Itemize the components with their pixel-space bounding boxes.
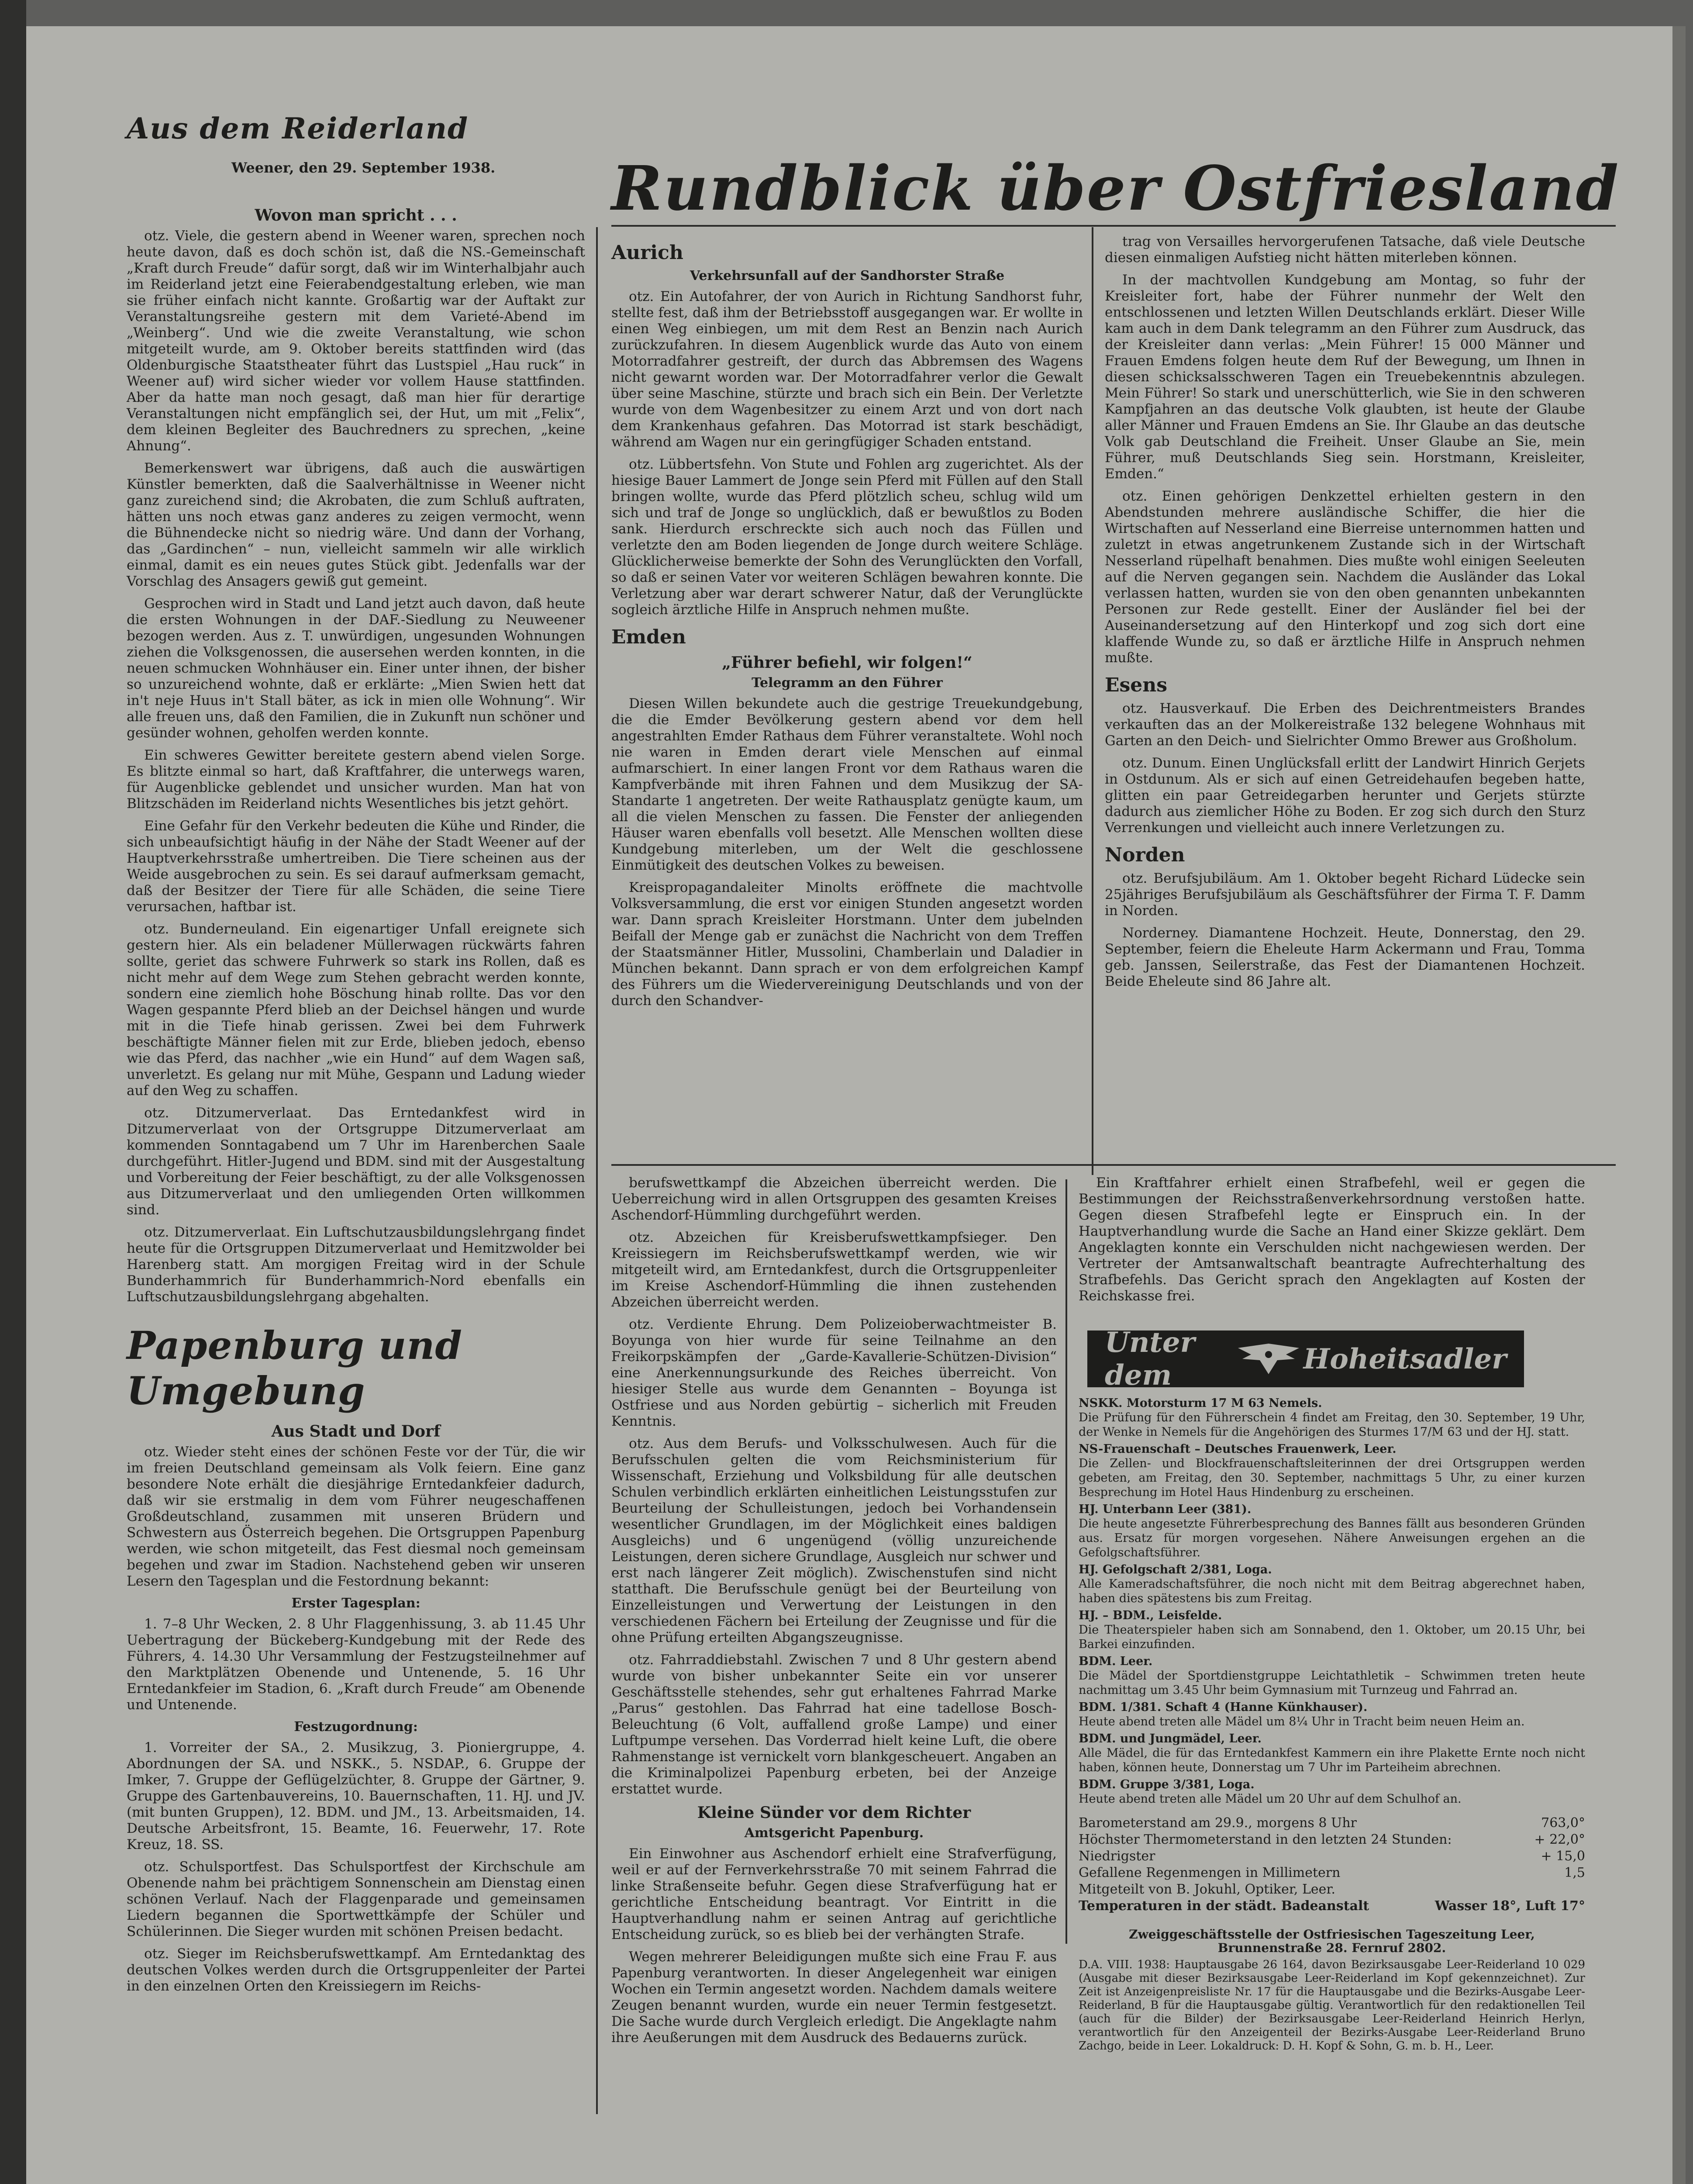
article-subhead-small: Amtsgericht Papenburg.	[744, 1825, 924, 1841]
weather-label: Barometerstand am 29.9., morgens 8 Uhr	[1079, 1815, 1357, 1831]
weather-value: Wasser 18°, Luft 17°	[1434, 1898, 1585, 1914]
horizontal-rule	[611, 225, 1616, 227]
weather-row	[1079, 1881, 1585, 1898]
article-paragraph: otz. Dunum. Einen Unglücksfall erlitt der Landwirt Hinrich Gerjets in Ostdunum. Als er sich auf einen Getreidehaufen begeben hatte, glitten ein paar Getreidegarben herunter und Gerjets stürzte dadurch aus ziemlicher Höhe zu Boden. Er zog sich durch den Sturz Verrenkungen und vielleicht auch innere Verletzungen zu.	[1105, 755, 1585, 836]
article-paragraph: berufswettkampf die Abzeichen überreicht werden. Die Ueberreichung wird in allen Ortsgruppen des gesamten Kreises Aschendorf-Hümmling durchgeführt werden.	[611, 1175, 1057, 1223]
column-emden-esens-norden	[1105, 234, 1585, 1160]
article-paragraph: otz. Hausverkauf. Die Erben des Deichrentmeisters Brandes verkauften das an der Molkereistraße 132 belegene Wohnhaus mit Garten an den Deich- und Sielrichter Ommo Brewer aus Großholum.	[1105, 701, 1585, 749]
weather-label: Temperaturen in der städt. Badeanstalt	[1079, 1898, 1369, 1914]
section-title-papenburg: Papenburg und Umgebung	[127, 1323, 462, 1413]
newspaper-page	[26, 26, 1686, 2184]
weather-value: + 22,0°	[1534, 1832, 1585, 1847]
article-heading: Wovon man spricht . . .	[255, 206, 457, 225]
notice-item	[1079, 1562, 1585, 1606]
notice-item	[1079, 1654, 1585, 1697]
article-paragraph: otz. Verdiente Ehrung. Dem Polizeioberwachtmeister B. Boyunga von hier wurde für seine Teilnahme an den Freikorpskämpfen der „Garde-Kavallerie-Schützen-Division“ eine Anerkennungsurkunde des Reiches überreicht. Von hiesiger Stelle aus wurde dem Genannten – Boyunga ist Ostfriese und aus Norden gebürtig – sicherlich mit Freuden Kenntnis.	[611, 1317, 1057, 1429]
notice-item	[1079, 1731, 1585, 1775]
article-paragraph: Norderney. Diamantene Hochzeit. Heute, Donnerstag, den 29. September, feiern die Eheleute Harm Ackermann und Frau, Tomma geb. Janssen, Seilerstraße, das Fest der Diamantenen Hochzeit. Beide Eheleute sind 86 Jahre alt.	[1105, 925, 1585, 989]
main-title: Rundblick über Ostfriesland	[611, 153, 1620, 225]
article-paragraph: otz. Aus dem Berufs- und Volksschulwesen. Auch für die Berufsschulen gelten die vom Reichsministerium für Wissenschaft, Erziehung und Volksbildung für alle deutschen Schulen verbindlich erklärten einheitlichen Leistungsstufen zur Beurteilung der Schulleistungen, jedoch bei Vorhandensein wesentlicher Grundlagen, im der Möglichkeit eines baldigen Ausgleichs) und 6 ungenügend (völlig unzureichende Leistungen, deren sichere Grundlage, Ausgleich nur schwer und erst nach längerer Zeit möglich). Zwischenstufen sind nicht statthaft. Die Berufsschule genügt bei der Beurteilung von Einzelleistungen und Verwertung der Leistungen in den verschiedenen Fächern bei Erteilung der Zeugnisse und für die ohne Prüfung erteilten Abgangszeugnisse.	[611, 1436, 1057, 1645]
article-paragraph: otz. Einen gehörigen Denkzettel erhielten gestern in den Abendstunden mehrere ausländische Schiffer, die hier die Wirtschaften auf Nesserland eine Bierreise unternommen hatten und zuletzt in etwas angetrunkenem Zustande sich in der Wirtschaft Nesserland rüpelhaft benahmen. Dies mußte wohl einigen Seeleuten auf die Nerven gegangen sein. Nachdem die Ausländer das Lokal verlassen hatten, wurden sie von den oben genannten unbekannten Personen zur Rede gestellt. Einer der Ausländer fiel bei der Auseinandersetzung auf den Hinterkopf und zog sich dort eine klaffende Wunde zu, so daß er ärztliche Hilfe in Anspruch nehmen mußte.	[1105, 488, 1585, 666]
notice-title: HJ. Unterbann Leer (381).	[1079, 1503, 1252, 1516]
article-paragraph: In der machtvollen Kundgebung am Montag, so fuhr der Kreisleiter fort, habe der Führer nunmehr der Welt den entschlossenen und letzten Willen Deutschlands erklärt. Dieser Wille kam auch in dem Dank telegramm an den Führer zum Ausdruck, das der Kreisleiter dann verlas: „Mein Führer! 15 000 Männer und Frauen Emdens folgen heute dem Ruf der Bewegung, um Ihnen in diesen schicksalsschweren Tagen ein Treuebekenntnis abzulegen. Mein Führer! So stark und unerschütterlich, wie Sie in den schweren Kampfjahren an das deutsche Volk glaubten, ist heute der Glaube aller Männer und Frauen Emdens an Sie. Ihr Glaube an das deutsche Volk gab Deutschland die Freiheit. Unser Glaube an Sie, mein Führer, muß Deutschlands Sieg sein. Horstmann, Kreisleiter, Emden.“	[1105, 272, 1585, 482]
article-heading: Kleine Sünder vor dem Richter	[697, 1804, 971, 1822]
dateline: Weener, den 29. September 1938.	[231, 159, 496, 176]
article-paragraph: otz. Sieger im Reichsberufswettkampf. Am Erntedanktag des deutschen Volkes werden durch die Ortsgruppenleiter der Partei in den einzelnen Orten den Kreissiegern im Reichs-	[127, 1946, 585, 1994]
article-paragraph: otz. Wieder steht eines der schönen Feste vor der Tür, die wir im freien Deutschland gemeinsam als Volk feiern. Eine ganz besondere Note erhält die diesjährige Erntedankfeier dadurch, daß wir sie erstmalig in dem vom Führer neugeschaffenen Großdeutschland, zusammen mit unseren Brüdern und Schwestern aus Österreich begehen. Die Ortsgruppen Papenburg werden, wie schon mitgeteilt, das Fest diesmal noch gemeinsam begehen und zwar im Stadion. Nachstehend geben wir unseren Lesern den Tagesplan und die Festordnung bekannt:	[127, 1444, 585, 1589]
article-paragraph: otz. Berufsjubiläum. Am 1. Oktober begeht Richard Lüdecke sein 25jähriges Berufsjubiläum als Geschäftsführer der Firma T. F. Damm in Norden.	[1105, 871, 1585, 919]
article-paragraph: Bemerkenswert war übrigens, daß auch die auswärtigen Künstler bemerkten, daß die Saalverhältnisse in Weener nicht ganz zureichend sind; die Akrobaten, die zum Schluß auftraten, hätten uns noch etwas ganz anderes zu zeigen vermocht, wenn die Bühnendecke nicht so niedrig wäre. Und dann der Vorhang, das „Gardinchen“ – nun, vielleicht sammeln wir alle wirklich einmal, damit es ein neues gutes Stück gibt. Jedenfalls war der Vorschlag des Ansagers gewiß gut gemeint.	[127, 460, 585, 589]
weather-label: Höchster Thermometerstand in den letzten 24 Stunden:	[1079, 1832, 1452, 1847]
article-paragraph: Gesprochen wird in Stadt und Land jetzt auch davon, daß heute die ersten Wohnungen in der DAF.-Siedlung zu Neuweener bezogen werden. Aus z. T. unwürdigen, ungesunden Wohnungen ziehen die Volksgenossen, die ausersehen werden konnten, in die neuen schmucken Wohnhäuser ein. Einer unter ihnen, der bisher so unzureichend wohnte, daß er erklärte: „Mien Swien hett dat in't neje Huus in't Stall bäter, as ick in mien olle Wohnung“. Wir alle freuen uns, daß den Familien, die in Zukunft nun schöner und gesünder wohnen, geholfen werden konnte.	[127, 596, 585, 741]
column-reiderland	[127, 201, 585, 2114]
article-paragraph: otz. Bunderneuland. Ein eigenartiger Unfall ereignete sich gestern hier. Als ein beladener Müllerwagen rückwärts fahren sollte, geriet das schwere Fuhrwerk so stark ins Rollen, daß es nicht mehr auf dem Wege zum Stehen gebracht werden konnte, sondern eine ziemlich hohe Böschung hinab rollte. Das vor den Wagen gespannte Pferd blieb an der Deichsel hängen und wurde mit in die Tiefe hinab gerissen. Zwei bei dem Fuhrwerk beschäftigte Männer fielen mit zur Erde, blieben jedoch, ebenso wie das Pferd, das nachher „wie ein Hund“ auf dem Wagen saß, unverletzt. Es gelang nur mit Mühe, Gespann und Ladung wieder auf den Weg zu schaffen.	[127, 921, 585, 1099]
notice-title: NS-Frauenschaft – Deutsches Frauenwerk, Leer.	[1079, 1442, 1396, 1456]
article-paragraph: Ein schweres Gewitter bereitete gestern abend vielen Sorge. Es blitzte einmal so hart, daß Kraftfahrer, die unterwegs waren, für Augenblicke geblendet und unsicher wurden. Man hat von Blitzschäden im Reiderland nichts Wesentliches bis jetzt gehört.	[127, 747, 585, 812]
weather-value: 1,5	[1564, 1865, 1585, 1880]
weather-label: Mitgeteilt von B. Jokuhl, Optiker, Leer.	[1079, 1882, 1335, 1897]
weather-report	[1079, 1815, 1585, 1914]
article-paragraph: Ein Kraftfahrer erhielt einen Strafbefehl, weil er gegen die Bestimmungen der Reichsstraßenverkehrsordnung verstoßen hatte. Gegen diesen Strafbefehl legte er Einspruch ein. In der Hauptverhandlung wurde die Sache an Hand einer Skizze geklärt. Dem Angeklagten konnte ein Verschulden nicht nachgewiesen werden. Der Vertreter der Amtsanwaltschaft beantragte Aufrechterhaltung des Strafbefehls. Das Gericht sprach den Angeklagten auf Kosten der Reichskasse frei.	[1079, 1175, 1585, 1304]
article-subhead: Verkehrsunfall auf der Sandhorster Straße	[690, 268, 1005, 283]
weather-label: Gefallene Regenmengen in Millimetern	[1079, 1865, 1341, 1880]
notice-text: Die Mädel der Sportdienstgruppe Leichtathletik – Schwimmen treten heute nachmittag um 3.45 Uhr beim Gymnasium mit Turnzeug und Fahrrad an.	[1079, 1669, 1585, 1697]
weather-row	[1079, 1865, 1585, 1881]
section-subhead: Aus Stadt und Dorf	[271, 1422, 441, 1441]
notice-title: HJ. – BDM., Leisfelde.	[1079, 1609, 1222, 1622]
notice-item	[1079, 1777, 1585, 1806]
plan-heading: Erster Tagesplan:	[291, 1596, 421, 1611]
article-paragraph: Diesen Willen bekundete auch die gestrige Treuekundgebung, die die Emder Bevölkerung gestern abend vor dem hell angestrahlten Emder Rathaus dem Führer veranstaltete. Wohl noch nie waren in Emden derart viele Menschen auf einmal aufmarschiert. In einer langen Front vor dem Rathaus waren die Kampfverbände mit ihren Fahnen und dem Musikzug der SA-Standarte 1 angetreten. Der weite Rathausplatz genügte kaum, um all die vielen Menschen zu fassen. Die Fenster der anliegenden Häuser waren ebenfalls voll besetzt. Alle Menschen wollten diese Kundgebung miterleben, um der Welt die geschlossene Einmütigkeit des deutschen Volkes zu beweisen.	[611, 696, 1083, 873]
article-paragraph: Wegen mehrerer Beleidigungen mußte sich eine Frau F. aus Papenburg verantworten. In dieser Angelegenheit war einigen Wochen ein Termin angesetzt worden. Nachdem damals weitere Zeugen benannt wurden, wurde ein neuer Termin festgesetzt. Die Sache wurde durch Vergleich erledigt. Die Angeklagte nahm ihre Aeußerungen mit dem Ausdruck des Bedauerns zurück.	[611, 1949, 1057, 2046]
horizontal-rule	[611, 1164, 1616, 1166]
notice-title: HJ. Gefolgschaft 2/381, Loga.	[1079, 1563, 1272, 1576]
notice-item	[1079, 1502, 1585, 1560]
notice-text: Die Prüfung für den Führerschein 4 findet am Freitag, den 30. September, 19 Uhr, der Wenke in Nemels für die Angehörigen des Sturmes 17/M 63 und der HJ. statt.	[1079, 1411, 1585, 1439]
city-heading-norden: Norden	[1105, 844, 1185, 866]
notice-item	[1079, 1396, 1585, 1439]
weather-row	[1079, 1832, 1585, 1848]
notice-title: BDM. Leer.	[1079, 1655, 1153, 1668]
article-paragraph: otz. Schulsportfest. Das Schulsportfest der Kirchschule am Obenende nahm bei prächtigem Sonnenschein am Dienstag einen schönen Verlauf. Nach der Flaggenparade und gemeinsamen Liedern begannen die Sportwettkämpfe der Schüler und Schülerinnen. Die Sieger wurden mit schönen Preisen bedacht.	[127, 1859, 585, 1939]
imprint-text: D.A. VIII. 1938: Hauptausgabe 26 164, davon Bezirksausgabe Leer-Reiderland 10 029 (Ausgabe mit dieser Bezirksausgabe Leer-Reiderland im Kopf gekennzeichnet). Zur Zeit ist Anzeigenpreisliste Nr. 17 für die Hauptausgabe und die Bezirks-Ausgabe Leer-Reiderland, B für die Hauptausgabe gültig. Verantwortlich für den redaktionellen Teil (auch für die Bilder) der Bezirksausgabe Leer-Reiderland Heinrich Herlyn, verantwortlich für den Anzeigenteil der Bezirks-Ausgabe Leer-Reiderland Bruno Zachgo, beide in Leer. Lokaldruck: D. H. Kopf & Sohn, G. m. b. H., Leer.	[1079, 1958, 1585, 2053]
column-rule	[596, 227, 598, 2114]
eagle-emblem-icon	[1234, 1335, 1303, 1383]
notice-title: BDM. und Jungmädel, Leer.	[1079, 1732, 1262, 1745]
page-edge-shadow	[1672, 26, 1686, 2184]
column-rule	[1065, 1179, 1067, 1944]
column-papenburg-continued	[611, 1175, 1057, 2046]
article-paragraph: otz. Ditzumerverlaat. Ein Luftschutzausbildungslehrgang findet heute für die Ortsgruppen Ditzumerverlaat und Hemitzwolder bei Harenberg statt. Am morgigen Freitag wird in der Schule Bunderhammrich für Bunderhammrich-Nord ebenfalls ein Luftschutzausbildungslehrgang abgehalten.	[127, 1224, 585, 1305]
section-title-reiderland: Aus dem Reiderland	[127, 111, 469, 145]
order-heading: Festzugordnung:	[294, 1719, 418, 1735]
article-paragraph: otz. Viele, die gestern abend in Weener waren, sprechen noch heute davon, daß es doch schön ist, daß die NS.-Gemeinschaft „Kraft durch Freude“ dafür sorgt, daß wir im Winterhalbjahr auch im Reiderland jetzt eine Feierabendgestaltung erleben, wie man sie früher einfach nicht kannte. Großartig war der Auftakt zur Veranstaltungsreihe gestern mit dem Varieté-Abend im „Weinberg“. Und wie die zweite Veranstaltung, wie schon mitgeteilt wurde, am 9. Oktober bereits stattfinden wird (das Oldenburgische Staatstheater führt das Lustspiel „Hau ruck“ in Weener auf) wird sicher wieder vor vollem Hause stattfinden. Aber da hatte man noch gesagt, daß man hier für derartige Veranstaltungen nicht empfänglich sei, der Hut, um mit „Felix“, dem kleinen Begleiter des Bauchredners zu sprechen, „keine Ahnung“.	[127, 228, 585, 454]
city-heading-aurich: Aurich	[611, 242, 683, 264]
imprint-title: Zweiggeschäftsstelle der Ostfriesischen Tageszeitung Leer, Brunnenstraße 28. Fernruf 2802.	[1129, 1927, 1535, 1955]
weather-value: 763,0°	[1541, 1815, 1585, 1831]
article-paragraph: Eine Gefahr für den Verkehr bedeuten die Kühe und Rinder, die sich unbeaufsichtigt häufig in der Nähe der Stadt Weener auf der Hauptverkehrsstraße umhertreiben. Die Tiere scheinen aus der Weide ausgebrochen zu sein. Es sei darauf aufmerksam gemacht, daß der Besitzer der Tiere für alle Schäden, die seine Tiere verursachen, haftbar ist.	[127, 818, 585, 915]
notice-text: Heute abend treten alle Mädel um 8¼ Uhr in Tracht beim neuen Heim an.	[1079, 1715, 1525, 1728]
notice-text: Die Theaterspieler haben sich am Sonnabend, den 1. Oktober, um 20.15 Uhr, bei Barkei einzufinden.	[1079, 1623, 1585, 1651]
banner-text-right: Hoheitsadler	[1303, 1342, 1507, 1375]
notice-text: Alle Mädel, die für das Erntedankfest Kammern ein ihre Plakette Ernte noch nicht haben, können heute, Donnerstag um 7 Uhr im Parteiheim abrechnen.	[1079, 1746, 1585, 1774]
weather-row	[1079, 1848, 1585, 1865]
notice-title: BDM. Gruppe 3/381, Loga.	[1079, 1778, 1255, 1791]
article-paragraph: Kreispropagandaleiter Minolts eröffnete die machtvolle Volksversammlung, die erst vor einigen Stunden angesetzt worden war. Dann sprach Kreisleiter Horstmann. Unter dem jubelnden Beifall der Menge gab er zunächst die Nachricht von dem Treffen der Staatsmänner Hitler, Mussolini, Chamberlain und Daladier in München bekannt. Dann sprach er von dem erfolgreichen Kampf des Führers um die Wiedervereinigung Deutschlands und von der durch den Schandver-	[611, 880, 1083, 1009]
notice-title: BDM. 1/381. Schaft 4 (Hanne Künkhauser).	[1079, 1700, 1368, 1714]
city-heading-esens: Esens	[1105, 674, 1168, 696]
order-text: 1. Vorreiter der SA., 2. Musikzug, 3. Pioniergruppe, 4. Abordnungen der SA. und NSKK., 5. NSDAP., 6. Gruppe der Imker, 7. Gruppe der Geflügelzüchter, 8. Gruppe der Gärtner, 9. Gruppe des Gartenbauvereins, 10. Bauernschaften, 11. HJ. und JV. (mit bunten Gruppen), 12. BDM. und JM., 13. Arbeitsmaiden, 14. Deutsche Arbeitsfront, 15. Beamte, 16. Feuerwehr, 17. Rote Kreuz, 18. SS.	[127, 1740, 585, 1852]
article-subhead: „Führer befiehl, wir folgen!“	[722, 653, 972, 672]
article-paragraph: otz. Ein Autofahrer, der von Aurich in Richtung Sandhorst fuhr, stellte fest, daß ihm der Betriebsstoff ausgegangen war. Er wollte in einen Weg einbiegen, um mit dem Rest an Benzin nach Aurich zurückzufahren. In diesem Augenblick wurde das Auto von einem Motorradfahrer gestreift, der durch das Abbremsen des Wagens nicht gewarnt worden war. Der Motorradfahrer verlor die Gewalt über seine Maschine, stürzte und brach sich ein Bein. Der Verletzte wurde von dem Wagenbesitzer zu einem Arzt und von dort nach dem Krankenhaus gefahren. Das Motorrad ist stark beschädigt, während am Wagen nur ein geringfügiger Schaden entstand.	[611, 289, 1083, 450]
column-notices	[1079, 1175, 1585, 2092]
notices-list	[1079, 1396, 1585, 1806]
notice-text: Die heute angesetzte Führerbesprechung des Bannes fällt aus besonderen Gründen aus. Ersatz für morgen vorgesehen. Nähere Anweisungen ergehen an die Gefolgschaftsführer.	[1079, 1517, 1585, 1559]
column-rule	[1092, 227, 1093, 1175]
notice-item	[1079, 1608, 1585, 1652]
article-subhead-small: Telegramm an den Führer	[752, 675, 943, 691]
scanner-edge	[0, 0, 26, 2184]
notice-title: NSKK. Motorsturm 17 M 63 Nemels.	[1079, 1396, 1322, 1410]
notice-text: Alle Kameradschaftsführer, die noch nicht mit dem Beitrag abgerechnet haben, haben dies spätestens bis zum Freitag.	[1079, 1577, 1585, 1605]
city-heading-emden: Emden	[611, 626, 686, 648]
article-paragraph: otz. Ditzumerverlaat. Das Erntedankfest wird in Ditzumerverlaat von der Ortsgruppe Ditzumerverlaat am kommenden Sonntagabend um 7 Uhr im Harenberchen Saale durchgeführt. Hitler-Jugend und BDM. sind mit der Ausgestaltung und Vorbereitung der Feier beschäftigt, zu der alle Volksgenossen aus Ditzumerverlaat und den umliegenden Orten willkommen sind.	[127, 1105, 585, 1218]
imprint-block	[1079, 1928, 1585, 2053]
weather-row	[1079, 1815, 1585, 1832]
article-paragraph: otz. Abzeichen für Kreisberufswettkampfsieger. Den Kreissiegern im Reichsberufswettkampf werden, wie wir mitgeteilt wird, am Erntedankfest, durch die Ortsgruppenleiter im Kreise Aschendorf-Hümmling die ihnen zustehenden Abzeichen überreicht werden.	[611, 1230, 1057, 1310]
plan-text: 1. 7–8 Uhr Wecken, 2. 8 Uhr Flaggenhissung, 3. ab 11.45 Uhr Uebertragung der Bückeberg-Kundgebung mit der Rede des Führers, 4. 14.30 Uhr Versammlung der Festzugsteilnehmer auf den Marktplätzen Obenende und Untenende, 5. 16 Uhr Erntedankfeier im Stadion, 6. „Kraft durch Freude“ am Obenende und Untenende.	[127, 1616, 585, 1713]
weather-row	[1079, 1898, 1585, 1914]
notice-item	[1079, 1700, 1585, 1729]
banner-text-left: Unter dem	[1105, 1326, 1195, 1392]
weather-label: Niedrigster	[1079, 1849, 1155, 1864]
article-paragraph: Ein Einwohner aus Aschendorf erhielt eine Strafverfügung, weil er auf der Fernverkehrsstraße 70 mit seinem Fahrrad die linke Straßenseite befuhr. Gegen diese Strafverfügung hat er gerichtliche Entscheidung beantragt. Vor Eintritt in die Hauptverhandlung nahm er seinen Antrag auf gerichtliche Entscheidung zurück, so es blieb bei der verhängten Strafe.	[611, 1846, 1057, 1942]
article-paragraph: otz. Fahrraddiebstahl. Zwischen 7 und 8 Uhr gestern abend wurde von bisher unbekannter Seite ein vor unserer Geschäftsstelle stehendes, sehr gut erhaltenes Fahrrad Marke „Parus“ gestohlen. Das Fahrrad hat eine tadellose Bosch-Beleuchtung (6 Volt, auffallend große Lampe) und einer Luftpumpe versehen. Das Vorderrad hielt keine Luft, die obere Rahmenstange ist vernickelt vorn blankgescheuert. Angaben an die Kriminalpolizei Papenburg erbeten, bei der Anzeige erstattet wurde.	[611, 1652, 1057, 1797]
column-aurich-emden	[611, 234, 1083, 1160]
article-paragraph: trag von Versailles hervorgerufenen Tatsache, daß viele Deutsche diesen einmaligen Aufstieg nicht hätten miterleben können.	[1105, 234, 1585, 266]
notice-item	[1079, 1442, 1585, 1500]
notice-text: Heute abend treten alle Mädel um 20 Uhr auf dem Schulhof an.	[1079, 1792, 1462, 1806]
notice-text: Die Zellen- und Blockfrauenschaftsleiterinnen der drei Ortsgruppen werden gebeten, am Freitag, den 30. September, nachmittags 5 Uhr, zu einer kurzen Besprechung im Hotel Haus Hindenburg zu erscheinen.	[1079, 1457, 1585, 1499]
article-paragraph: otz. Lübbertsfehn. Von Stute und Fohlen arg zugerichtet. Als der hiesige Bauer Lammert de Jonge sein Pferd mit Füllen auf den Stall bringen wollte, wurde das Pferd plötzlich scheu, schlug wild um sich und traf de Jonge so unglücklich, daß er bewußtlos zu Boden sank. Hierdurch erschreckte sich auch noch das Füllen und verletzte den am Boden liegenden de Jonge durch weitere Schläge. Glücklicherweise bemerkte der Sohn des Verunglückten den Vorfall, so daß er seinen Vater vor weiteren Schlägen bewahren konnte. Die Verletzung aber war derart schwerer Natur, daß der Verunglückte sogleich ärztliche Hilfe in Anspruch nehmen mußte.	[611, 456, 1083, 618]
weather-value: + 15,0	[1541, 1849, 1585, 1864]
banner-hoheitsadler	[1087, 1326, 1524, 1392]
